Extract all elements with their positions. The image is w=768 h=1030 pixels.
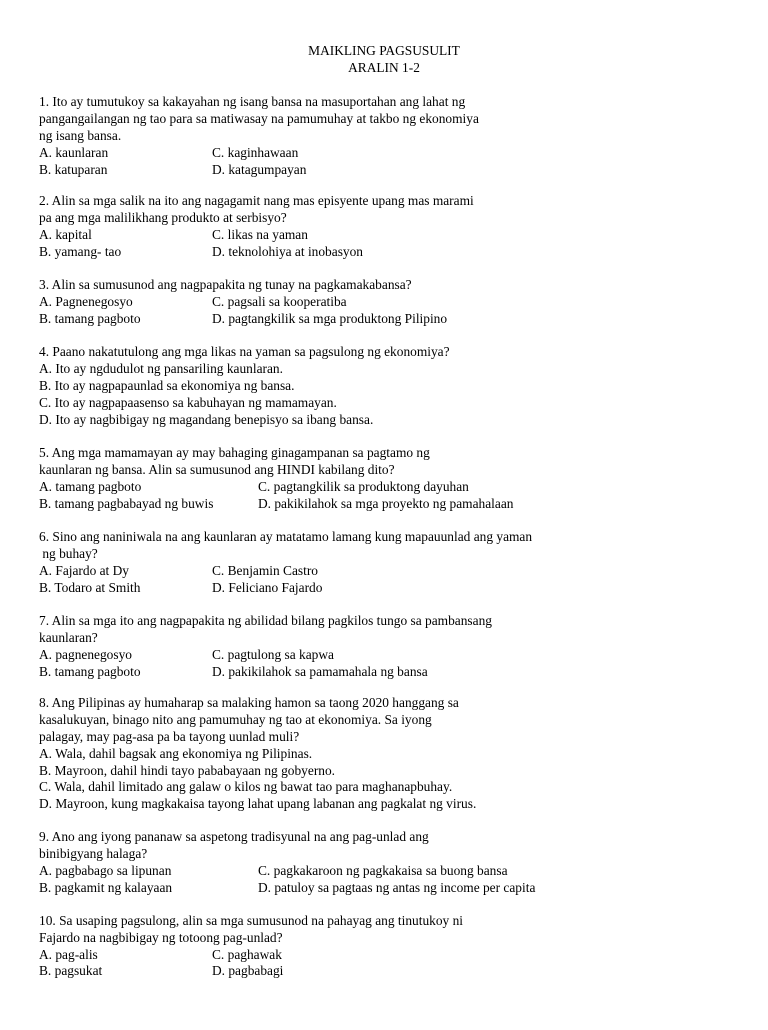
- question-6-option-c: C. Benjamin Castro: [212, 563, 319, 578]
- question-7-option-a: A. pagnenegosyo: [39, 647, 132, 662]
- question-7-options-row-2: [39, 664, 428, 681]
- question-9-option-b: B. pagkamit ng kalayaan: [39, 880, 173, 895]
- question-3-options-row-2: [39, 311, 448, 328]
- question-5-line-1: 5. Ang mga mamamayan ay may bahaging ginagampanan sa pagtamo ng: [39, 445, 430, 460]
- question-9-options-row-1: [39, 863, 508, 880]
- question-1-options-row-2: [39, 162, 307, 179]
- question-3-option-c: C. pagsali sa kooperatiba: [212, 294, 347, 309]
- question-5-option-d: D. pakikilahok sa mga proyekto ng pamahalaan: [258, 496, 514, 511]
- question-8-line-2: kasalukuyan, binago nito ang pamumuhay ng tao at ekonomiya. Sa iyong: [39, 712, 432, 727]
- question-1-line-1: 1. Ito ay tumutukoy sa kakayahan ng isang bansa na masuportahan ang lahat ng: [39, 94, 466, 109]
- question-6-options-row-1: [39, 563, 319, 580]
- question-2-options-row-1: [39, 227, 308, 244]
- question-2-option-c: C. likas na yaman: [212, 227, 308, 242]
- question-9-line-2: binibigyang halaga?: [39, 846, 148, 861]
- quiz-subtitle: ARALIN 1-2: [348, 60, 420, 75]
- question-9-options-row-2: [39, 880, 536, 897]
- question-3-option-a: A. Pagnenegosyo: [39, 294, 133, 309]
- question-8-option-a: A. Wala, dahil bagsak ang ekonomiya ng Pilipinas.: [39, 746, 313, 761]
- question-5-option-b: B. tamang pagbabayad ng buwis: [39, 496, 214, 511]
- question-2-line-1: 2. Alin sa mga salik na ito ang nagagamit nang mas episyente upang mas marami: [39, 193, 474, 208]
- question-5-options-row-2: [39, 496, 514, 513]
- question-3-option-b: B. tamang pagboto: [39, 311, 141, 326]
- question-1-option-c: C. kaginhawaan: [212, 145, 299, 160]
- question-10-option-a: A. pag-alis: [39, 947, 98, 962]
- question-10-options-row-1: [39, 947, 282, 964]
- question-2-options-row-2: [39, 244, 363, 261]
- question-10-line-2: Fajardo na nagbibigay ng totoong pag-unlad?: [39, 930, 283, 945]
- question-8-option-d: D. Mayroon, kung magkakaisa tayong lahat upang labanan ang pagkalat ng virus.: [39, 796, 477, 811]
- question-7-option-b: B. tamang pagboto: [39, 664, 141, 679]
- question-6-option-a: A. Fajardo at Dy: [39, 563, 129, 578]
- question-1-option-b: B. katuparan: [39, 162, 108, 177]
- question-1-options-row-1: [39, 145, 299, 162]
- question-2-option-b: B. yamang- tao: [39, 244, 122, 259]
- question-10-line-1: 10. Sa usaping pagsulong, alin sa mga sumusunod na pahayag ang tinutukoy ni: [39, 913, 463, 928]
- question-7-option-d: D. pakikilahok sa pamamahala ng bansa: [212, 664, 428, 679]
- question-5-options-row-1: [39, 479, 469, 496]
- question-5-option-c: C. pagtangkilik sa produktong dayuhan: [258, 479, 469, 494]
- question-2-option-d: D. teknolohiya at inobasyon: [212, 244, 363, 259]
- question-9-option-a: A. pagbabago sa lipunan: [39, 863, 172, 878]
- question-8-option-b: B. Mayroon, dahil hindi tayo pababayaan ng gobyerno.: [39, 763, 336, 778]
- question-9-option-d: D. patuloy sa pagtaas ng antas ng income per capita: [258, 880, 536, 895]
- question-10-option-d: D. pagbabagi: [212, 963, 284, 978]
- question-10-options-row-2: [39, 963, 284, 980]
- question-10-option-b: B. pagsukat: [39, 963, 103, 978]
- question-5-option-a: A. tamang pagboto: [39, 479, 142, 494]
- question-4-option-b: B. Ito ay nagpapaunlad sa ekonomiya ng bansa.: [39, 378, 295, 393]
- question-6-line-2: ng buhay?: [39, 546, 98, 561]
- question-1-option-a: A. kaunlaran: [39, 145, 109, 160]
- question-2-line-2: pa ang mga malilikhang produkto at serbisyo?: [39, 210, 287, 225]
- question-9-option-c: C. pagkakaroon ng pagkakaisa sa buong bansa: [258, 863, 508, 878]
- question-6-option-b: B. Todaro at Smith: [39, 580, 141, 595]
- question-3-options-row-1: [39, 294, 347, 311]
- question-1-line-3: ng isang bansa.: [39, 128, 122, 143]
- question-4-option-c: C. Ito ay nagpapaasenso sa kabuhayan ng mamamayan.: [39, 395, 337, 410]
- question-9-line-1: 9. Ano ang iyong pananaw sa aspetong tradisyunal na ang pag-unlad ang: [39, 829, 429, 844]
- question-8-line-3: palagay, may pag-asa pa ba tayong uunlad muli?: [39, 729, 300, 744]
- question-6-options-row-2: [39, 580, 323, 597]
- question-4-option-a: A. Ito ay ngdudulot ng pansariling kaunlaran.: [39, 361, 283, 376]
- question-5-line-2: kaunlaran ng bansa. Alin sa sumusunod ang HINDI kabilang dito?: [39, 462, 395, 477]
- question-6-line-1: 6. Sino ang naniniwala na ang kaunlaran ay matatamo lamang kung mapauunlad ang yaman: [39, 529, 533, 544]
- question-3-option-d: D. pagtangkilik sa mga produktong Pilipino: [212, 311, 448, 326]
- question-8-option-c: C. Wala, dahil limitado ang galaw o kilos ng bawat tao para maghanapbuhay.: [39, 779, 453, 794]
- question-7-line-1: 7. Alin sa mga ito ang nagpapakita ng abilidad bilang pagkilos tungo sa pambansang: [39, 613, 492, 628]
- question-10-option-c: C. paghawak: [212, 947, 282, 962]
- question-4-option-d: D. Ito ay nagbibigay ng magandang benepisyo sa ibang bansa.: [39, 412, 374, 427]
- question-2-option-a: A. kapital: [39, 227, 92, 242]
- question-8-line-1: 8. Ang Pilipinas ay humaharap sa malaking hamon sa taong 2020 hanggang sa: [39, 695, 459, 710]
- question-4-line-1: 4. Paano nakatutulong ang mga likas na yaman sa pagsulong ng ekonomiya?: [39, 344, 450, 359]
- question-1-option-d: D. katagumpayan: [212, 162, 307, 177]
- question-7-line-2: kaunlaran?: [39, 630, 98, 645]
- question-6-option-d: D. Feliciano Fajardo: [212, 580, 323, 595]
- question-3-line-1: 3. Alin sa sumusunod ang nagpapakita ng tunay na pagkamakabansa?: [39, 277, 412, 292]
- question-7-options-row-1: [39, 647, 334, 664]
- question-7-option-c: C. pagtulong sa kapwa: [212, 647, 334, 662]
- question-1-line-2: pangangailangan ng tao para sa matiwasay na pamumuhay at takbo ng ekonomiya: [39, 111, 479, 126]
- quiz-title: MAIKLING PAGSUSULIT: [308, 43, 460, 58]
